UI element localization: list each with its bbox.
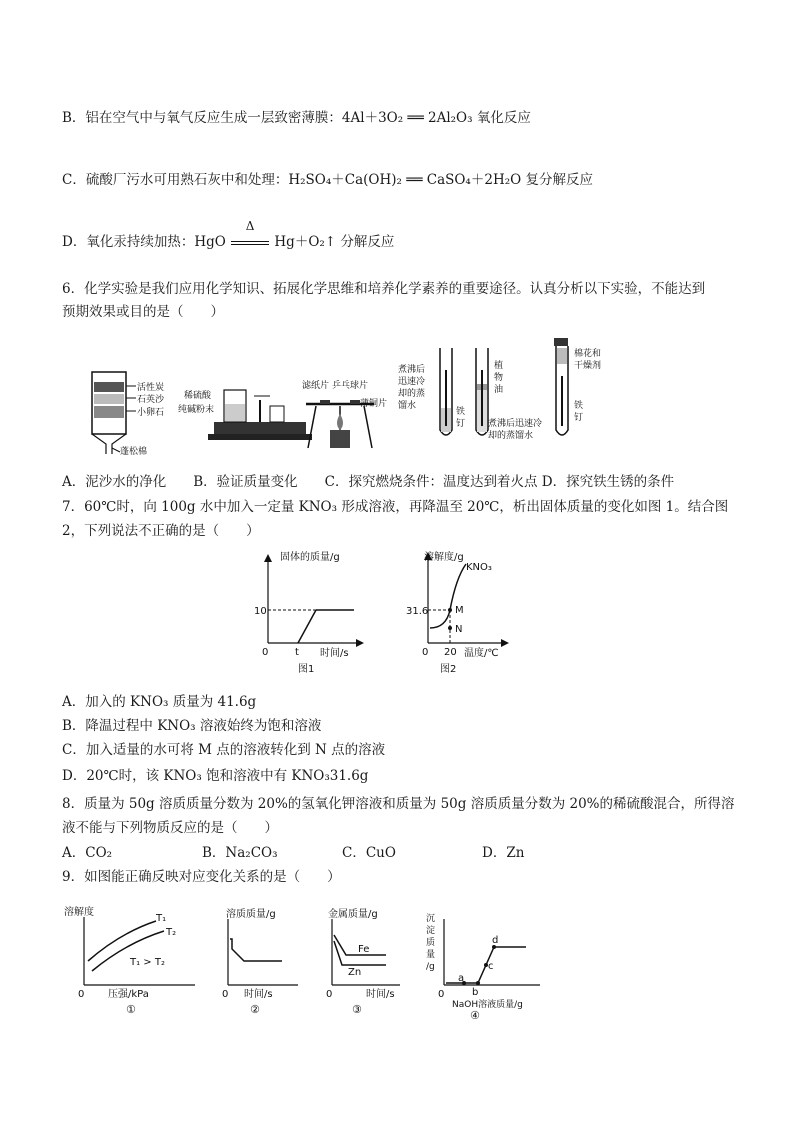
- g1-number: ①: [126, 1003, 136, 1016]
- label-iron2: 铁: [574, 401, 584, 411]
- q7-option-a: A．加入的 KNO₃ 质量为 41.6g: [62, 694, 257, 710]
- fig2-caption: 图2: [440, 664, 457, 675]
- label-boiled2: 迅速冷: [398, 377, 426, 387]
- q7-stem-line2: 2，下列说法不正确的是（ ）: [62, 523, 260, 539]
- q7-figure1: [254, 550, 364, 675]
- fig2-y-tick: 31.6: [406, 606, 429, 617]
- g1-y-label: 溶解度: [64, 907, 94, 918]
- q5-option-d: [62, 219, 395, 252]
- q7-option-d: D．20℃时，该 KNO₃ 饱和溶液中有 KNO₃31.6g: [62, 768, 369, 784]
- q6-stem-line1: 6．化学实验是我们应用化学知识、拓展化学思维和培养化学素养的重要途径。认真分析以下实验，不能达到: [62, 281, 706, 297]
- fig2-curve-label: KNO₃: [466, 562, 492, 573]
- q5-option-d-prefix: D．氧化汞持续加热：HgO: [62, 234, 226, 250]
- g4-y-label-3: 质: [426, 938, 436, 948]
- q8-option-c: C．CuO: [342, 845, 396, 861]
- fig2-point-m: M: [455, 605, 464, 616]
- fig1-y-tick: 10: [254, 606, 267, 617]
- g3-x-label: 时间/s: [366, 989, 395, 1000]
- q6-apparatus-figure: [84, 330, 764, 458]
- q8-option-a: A．CO₂: [62, 845, 113, 861]
- q9-graph2: [222, 907, 298, 1016]
- label-cotton: 蓬松棉: [120, 447, 148, 457]
- fig1-y-label: 固体的质量/g: [280, 552, 340, 563]
- g1-origin: 0: [78, 989, 85, 1000]
- fig2-x-label: 温度/℃: [464, 648, 499, 659]
- filter-apparatus: [92, 372, 165, 457]
- g2-x-label: 时间/s: [244, 989, 273, 1000]
- rust-apparatus: [398, 338, 601, 441]
- label-iron1: 铁: [456, 407, 466, 417]
- label-plant2: 物: [494, 373, 504, 383]
- label-boiled3: 却的蒸: [398, 389, 426, 399]
- g3-number: ③: [352, 1003, 362, 1016]
- g4-origin: 0: [438, 989, 445, 1000]
- label-cotton-desiccant1: 棉花和: [574, 349, 602, 359]
- label-plant1: 植: [494, 361, 504, 371]
- q9-graph1: [64, 905, 195, 1016]
- g3-fe: Fe: [358, 944, 370, 955]
- q9-graphs: [60, 895, 580, 1020]
- g3-origin: 0: [326, 989, 333, 1000]
- fig2-y-label: 溶解度/g: [424, 552, 464, 563]
- label-cotton-desiccant2: 干燥剂: [574, 361, 602, 371]
- equals-sign: [231, 241, 269, 245]
- g3-zn: Zn: [348, 967, 362, 978]
- g2-number: ②: [250, 1003, 260, 1016]
- g4-y-label-1: 沉: [426, 914, 436, 924]
- g4-y-label-2: 淀: [426, 926, 436, 936]
- q8-option-b: B．Na₂CO₃: [202, 845, 278, 861]
- g4-x-label: NaOH溶液质量/g: [452, 1000, 523, 1010]
- balance-apparatus: [178, 389, 312, 440]
- fig2-point-n: N: [455, 624, 463, 635]
- reaction-condition: [230, 219, 270, 252]
- label-plant3: 油: [494, 385, 504, 395]
- g3-y-label: 金属质量/g: [328, 909, 378, 920]
- g1-t2: T₂: [166, 927, 177, 938]
- label-dilute-sulfuric-acid: 稀硫酸: [184, 391, 212, 401]
- g4-point-a: a: [458, 973, 465, 984]
- g2-y-label: 溶质质量/g: [226, 909, 276, 920]
- g4-number: ④: [470, 1009, 480, 1020]
- g1-relation: T₁ > T₂: [130, 957, 165, 968]
- fig1-caption: 图1: [298, 664, 315, 675]
- g4-point-b: b: [472, 987, 479, 998]
- label-filter-paper: 滤纸片: [302, 381, 330, 391]
- label-boiled1: 煮沸后: [398, 365, 426, 375]
- fig1-x-label: 时间/s: [320, 648, 349, 659]
- g4-point-d: d: [492, 935, 499, 946]
- heat-symbol: Δ: [245, 219, 255, 233]
- fig2-origin: 0: [422, 647, 429, 658]
- fig1-x-tick: t: [295, 647, 299, 658]
- g4-y-label-5: /g: [426, 962, 435, 972]
- label-pebbles: 小卵石: [137, 408, 165, 418]
- label-copper-plate: 薄铜片: [360, 399, 388, 409]
- g4-y-label-4: 量: [426, 950, 436, 960]
- g2-origin: 0: [222, 989, 229, 1000]
- q5-option-d-suffix: Hg＋O₂↑ 分解反应: [274, 234, 395, 250]
- q7-figure2: [406, 550, 509, 675]
- label-nail2: 钉: [574, 413, 584, 423]
- fig2-x-tick: 20: [444, 647, 457, 658]
- q9-graph4: [426, 913, 540, 1020]
- q7-option-b: B．降温过程中 KNO₃ 溶液始终为饱和溶液: [62, 718, 322, 734]
- label-nail1: 钉: [456, 419, 466, 429]
- q9-graph3: [326, 907, 400, 1016]
- q8-option-d: D．Zn: [482, 845, 525, 861]
- q7-option-c: C．加入适量的水可将 M 点的溶液转化到 N 点的溶液: [62, 742, 386, 758]
- label-pingpong-piece: 乒乓球片: [332, 381, 369, 391]
- label-activated-carbon: 活性炭: [137, 383, 165, 393]
- q7-figures: [250, 548, 520, 678]
- fig1-origin: 0: [262, 647, 269, 658]
- label-soda-powder: 纯碱粉末: [178, 405, 215, 415]
- q6-options: A．泥沙水的净化 B．验证质量变化 C．探究燃烧条件：温度达到着火点 D．探究铁生锈的条件: [62, 474, 675, 490]
- q5-option-c: C．硫酸厂污水可用熟石灰中和处理：H₂SO₄＋Ca(OH)₂ ══ CaSO₄＋2H₂O 复分解反应: [62, 172, 593, 188]
- label-boiled6: 却的蒸馏水: [488, 431, 534, 441]
- combustion-apparatus: [302, 379, 387, 448]
- g1-x-label: 压强/kPa: [108, 989, 149, 1000]
- q9-stem: 9．如图能正确反映对应变化关系的是（ ）: [62, 869, 341, 885]
- q7-stem-line1: 7．60℃时，向 100g 水中加入一定量 KNO₃ 形成溶液，再降温至 20℃，析出固体质量的变化如图 1。结合图: [62, 499, 729, 515]
- g1-t1: T₁: [156, 913, 167, 924]
- label-boiled4: 馏水: [398, 401, 417, 411]
- label-boiled5: 煮沸后迅速冷: [488, 419, 543, 429]
- q8-stem-line2: 液不能与下列物质反应的是（ ）: [62, 820, 278, 836]
- q5-option-b: B．铝在空气中与氧气反应生成一层致密薄膜：4Al＋3O₂ ══ 2Al₂O₃ 氧化反应: [62, 110, 531, 126]
- g4-point-c: c: [488, 961, 494, 972]
- label-quartz-sand: 石英沙: [137, 395, 165, 405]
- q8-stem-line1: 8．质量为 50g 溶质质量分数为 20%的氢氧化钾溶液和质量为 50g 溶质质量分数为 20%的稀硫酸混合，所得溶: [62, 796, 735, 812]
- q6-stem-line2: 预期效果或目的是（ ）: [62, 304, 224, 320]
